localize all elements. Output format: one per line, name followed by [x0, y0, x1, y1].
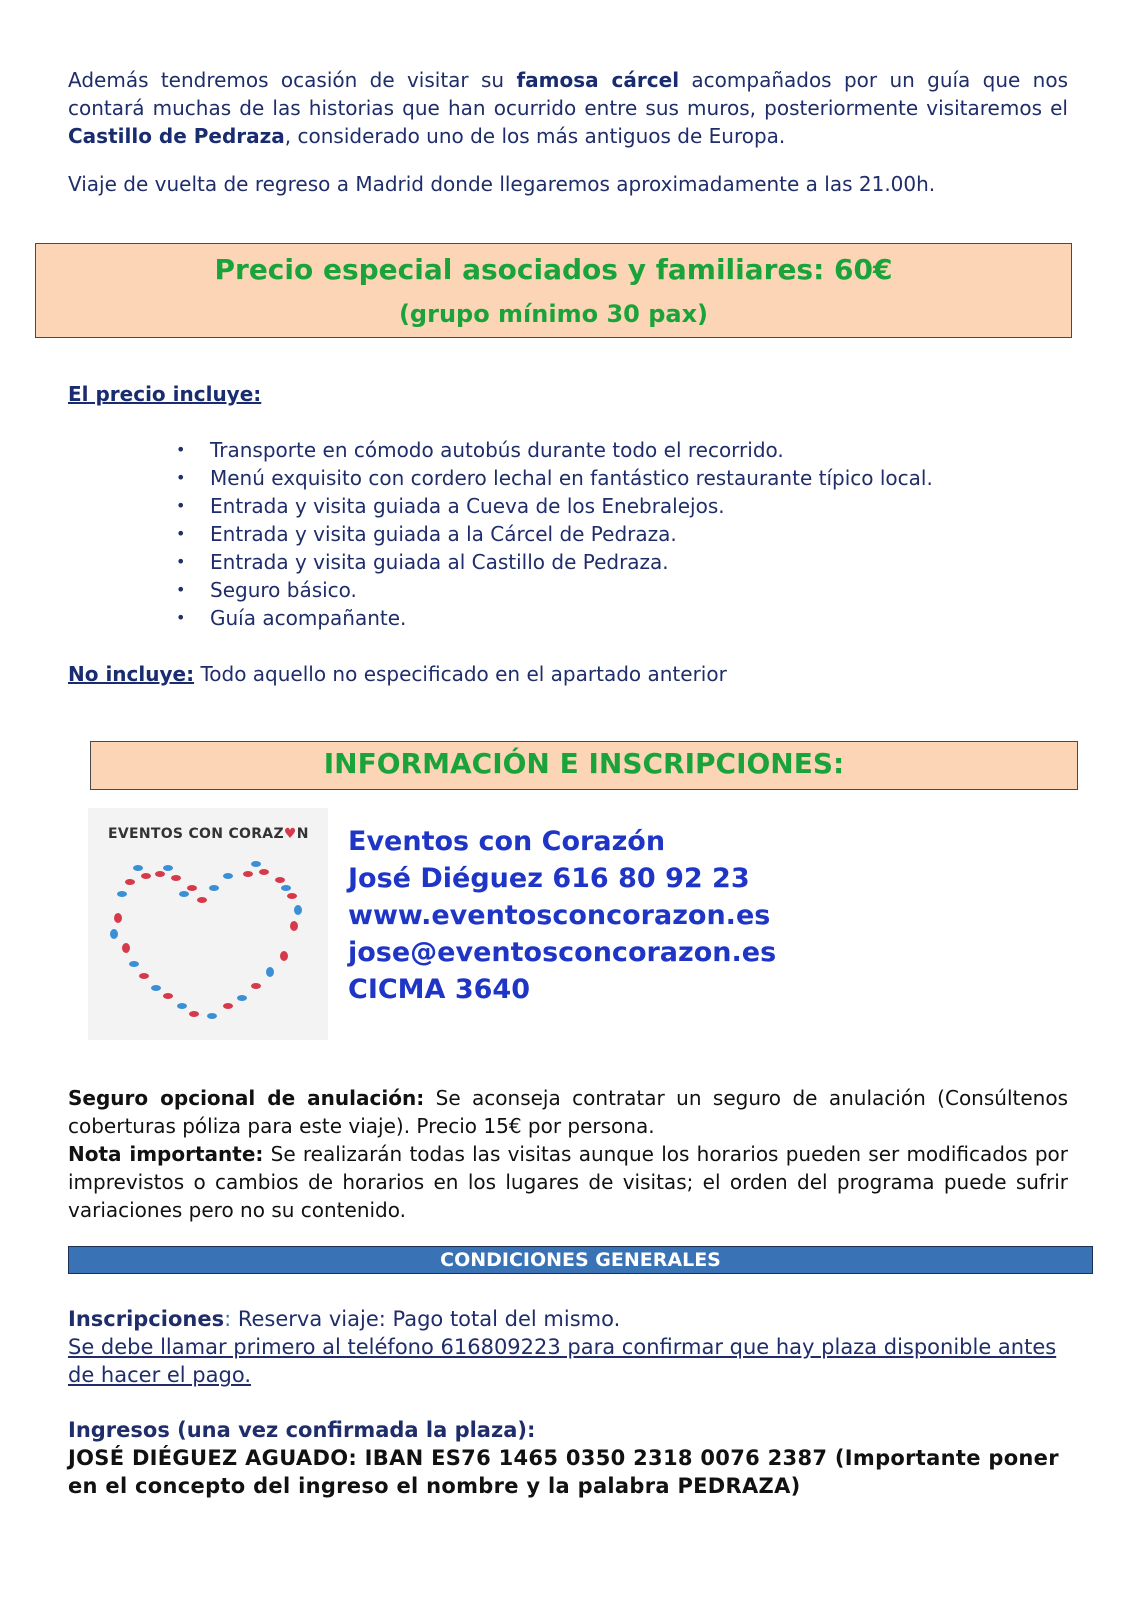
heart-icon: ♥ [283, 826, 297, 842]
bullet-icon: • [176, 608, 186, 627]
list-item [176, 492, 1090, 520]
contact-phone[interactable]: José Diéguez 616 80 92 23 [348, 863, 750, 894]
not-included-line [68, 660, 727, 688]
intro-bold-castillo: Castillo de Pedraza [68, 124, 285, 148]
bullet-icon: • [176, 440, 186, 459]
inscripciones-label: Inscripciones [68, 1307, 225, 1331]
bullet-icon: • [176, 552, 186, 571]
contact-website-link[interactable]: www.eventosconcorazon.es [348, 900, 771, 931]
intro-paragraph-1 [68, 66, 1068, 150]
intro-text: Además tendremos ocasión de visitar su [68, 68, 517, 92]
includes-list [176, 436, 1090, 632]
list-item-text: Entrada y visita guiada a Cueva de los Enebralejos. [210, 494, 725, 518]
price-title: Precio especial asociados y familiares: 60€ [214, 253, 893, 286]
list-item [176, 520, 1090, 548]
bullet-icon: • [176, 496, 186, 515]
bullet-icon: • [176, 468, 186, 487]
seguro-text: Se aconseja contratar un seguro de anulación (Consúltenos coberturas póliza para este viaje). Precio 15€ por persona. [68, 1086, 1068, 1138]
seguro-note [68, 1084, 1068, 1140]
nota-importante [68, 1140, 1068, 1224]
not-included-text: Todo aquello no especificado en el apartado anterior [194, 662, 727, 686]
bullet-icon: • [176, 524, 186, 543]
list-item-text: Menú exquisito con cordero lechal en fantástico restaurante típico local. [210, 466, 933, 490]
logo-title: EVENTOS CON CORAZ♥N [108, 826, 309, 842]
condiciones-generales-bar: CONDICIONES GENERALES [68, 1246, 1093, 1274]
nota-label: Nota importante: [68, 1142, 264, 1166]
list-item [176, 436, 1090, 464]
list-item [176, 604, 1090, 632]
list-item-text: Guía acompañante. [210, 606, 407, 630]
includes-heading: El precio incluye: [68, 382, 262, 406]
ingresos-title: Ingresos (una vez confirmada la plaza): [68, 1418, 536, 1442]
list-item-text: Entrada y visita guiada al Castillo de Pedraza. [210, 550, 669, 574]
contact-cicma: CICMA 3640 [348, 974, 530, 1005]
list-item [176, 548, 1090, 576]
contact-company: Eventos con Corazón [348, 826, 666, 857]
not-included-label: No incluye: [68, 662, 195, 686]
list-item-text: Transporte en cómodo autobús durante todo el recorrido. [210, 438, 784, 462]
intro-bold-carcel: famosa cárcel [516, 68, 680, 92]
footprints-heart-icon [88, 808, 328, 1040]
list-item [176, 576, 1090, 604]
price-box [35, 243, 1072, 338]
bank-details: JOSÉ DIÉGUEZ AGUADO: IBAN ES76 1465 0350 2318 0076 2387 (Importante poner en el concepto del ingreso el nombre y la palabra PEDRAZA) [68, 1446, 1059, 1498]
intro-text: , considerado uno de los más antiguos de Europa. [284, 124, 786, 148]
inscripciones-text: Reserva viaje: Pago total del mismo. [231, 1307, 621, 1331]
info-heading-box: INFORMACIÓN E INSCRIPCIONES: [90, 741, 1078, 790]
inscripciones-line: Inscripciones: Reserva viaje: Pago total del mismo. [68, 1307, 621, 1331]
bullet-icon: • [176, 580, 186, 599]
intro-text: acompañados por un guía que nos contará muchas de las historias que han ocurrido entre sus muros, posteriormente visitaremos el [68, 68, 1069, 120]
list-item [176, 464, 1090, 492]
seguro-label: Seguro opcional de anulación: [68, 1086, 425, 1110]
eventos-con-corazon-logo [88, 808, 328, 1040]
price-subtitle: (grupo mínimo 30 pax) [398, 300, 709, 328]
list-item-text: Seguro básico. [210, 578, 357, 602]
list-item-text: Entrada y visita guiada a la Cárcel de Pedraza. [210, 522, 677, 546]
inscripciones-note: Se debe llamar primero al teléfono 616809223 para confirmar que hay plaza disponible antes de hacer el pago. [68, 1335, 1057, 1387]
contact-email-link[interactable]: jose@eventosconcorazon.es [348, 937, 777, 968]
contact-block [348, 823, 776, 1008]
nota-text: Se realizarán todas las visitas aunque los horarios pueden ser modificados por imprevistos o cambios de horarios en los lugares de visitas; el orden del programa puede sufrir variaciones pero no su contenido. [68, 1142, 1069, 1222]
intro-paragraph-2: Viaje de vuelta de regreso a Madrid donde llegaremos aproximadamente a las 21.00h. [68, 172, 936, 196]
